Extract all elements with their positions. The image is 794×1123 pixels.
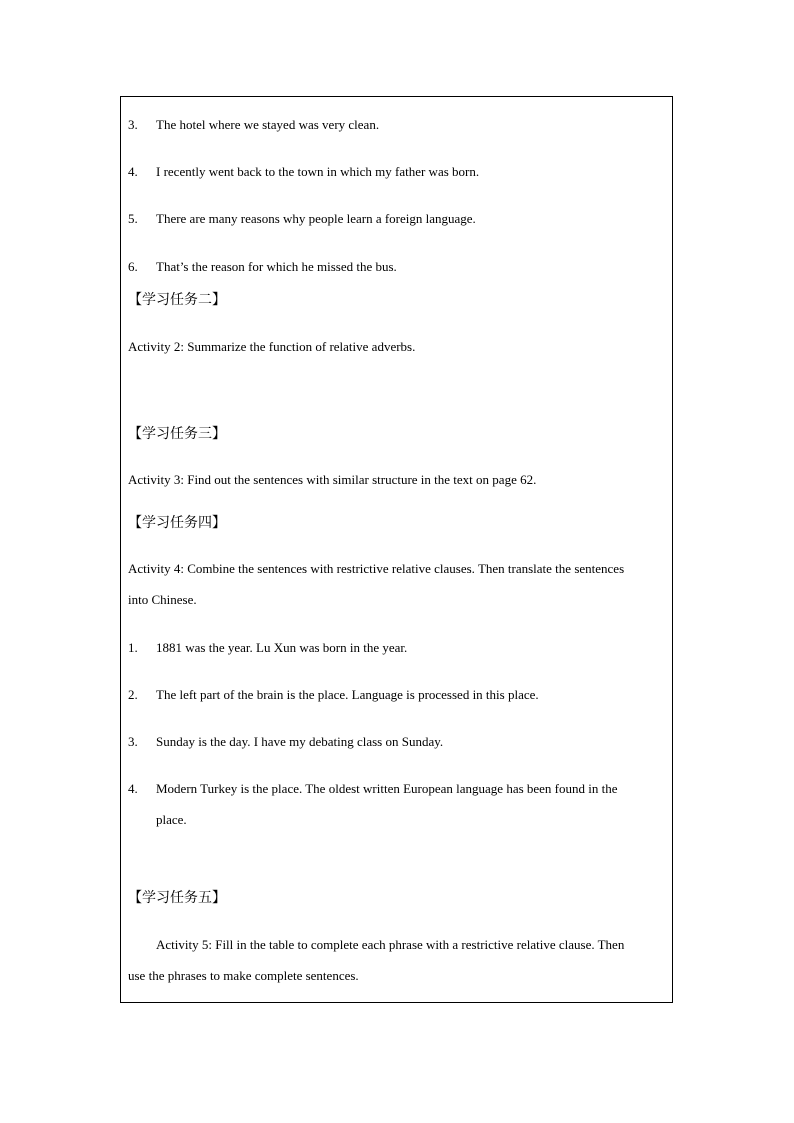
item-text: The hotel where we stayed was very clean.	[156, 117, 380, 132]
item-text: I recently went back to the town in which my father was born.	[156, 164, 480, 179]
item-continuation: place.	[156, 812, 187, 827]
task3-activity: Activity 3: Find out the sentences with similar structure in the text on page 62.	[128, 472, 537, 487]
task5-activity-line1: Activity 5: Fill in the table to complete each phrase with a restrictive relative clause. Then	[156, 937, 625, 952]
list-item	[128, 163, 479, 181]
item-number: 3.	[128, 117, 138, 132]
item-number: 3.	[128, 734, 138, 749]
item-text: Sunday is the day. I have my debating class on Sunday.	[156, 734, 444, 749]
task3-heading: 【学习任务三】	[128, 427, 226, 442]
item-text: The left part of the brain is the place. Language is processed in this place.	[156, 687, 539, 702]
item-number: 2.	[128, 687, 138, 702]
list-item	[128, 210, 476, 228]
task2-heading: 【学习任务二】	[128, 293, 226, 308]
item-text: That’s the reason for which he missed the bus.	[156, 259, 397, 274]
task4-activity-line2: into Chinese.	[128, 592, 197, 607]
item-number: 4.	[128, 164, 138, 179]
task5-activity-line2: use the phrases to make complete sentences.	[128, 968, 359, 983]
task5-heading: 【学习任务五】	[128, 891, 226, 906]
list-item	[128, 733, 443, 751]
list-item	[128, 258, 397, 276]
item-number: 5.	[128, 211, 138, 226]
list-item	[128, 116, 379, 134]
item-text: There are many reasons why people learn a foreign language.	[156, 211, 476, 226]
list-item	[128, 639, 407, 657]
task4-heading: 【学习任务四】	[128, 516, 226, 531]
item-number: 6.	[128, 259, 138, 274]
item-number: 4.	[128, 781, 138, 796]
list-item	[128, 780, 618, 798]
item-text: 1881 was the year. Lu Xun was born in the year.	[156, 640, 408, 655]
task2-activity: Activity 2: Summarize the function of relative adverbs.	[128, 339, 416, 354]
item-number: 1.	[128, 640, 138, 655]
item-text: Modern Turkey is the place. The oldest written European language has been found in the	[156, 781, 618, 796]
task4-activity-line1: Activity 4: Combine the sentences with restrictive relative clauses. Then translate the sentences	[128, 561, 625, 576]
list-item	[128, 686, 539, 704]
content-box	[120, 96, 673, 1003]
